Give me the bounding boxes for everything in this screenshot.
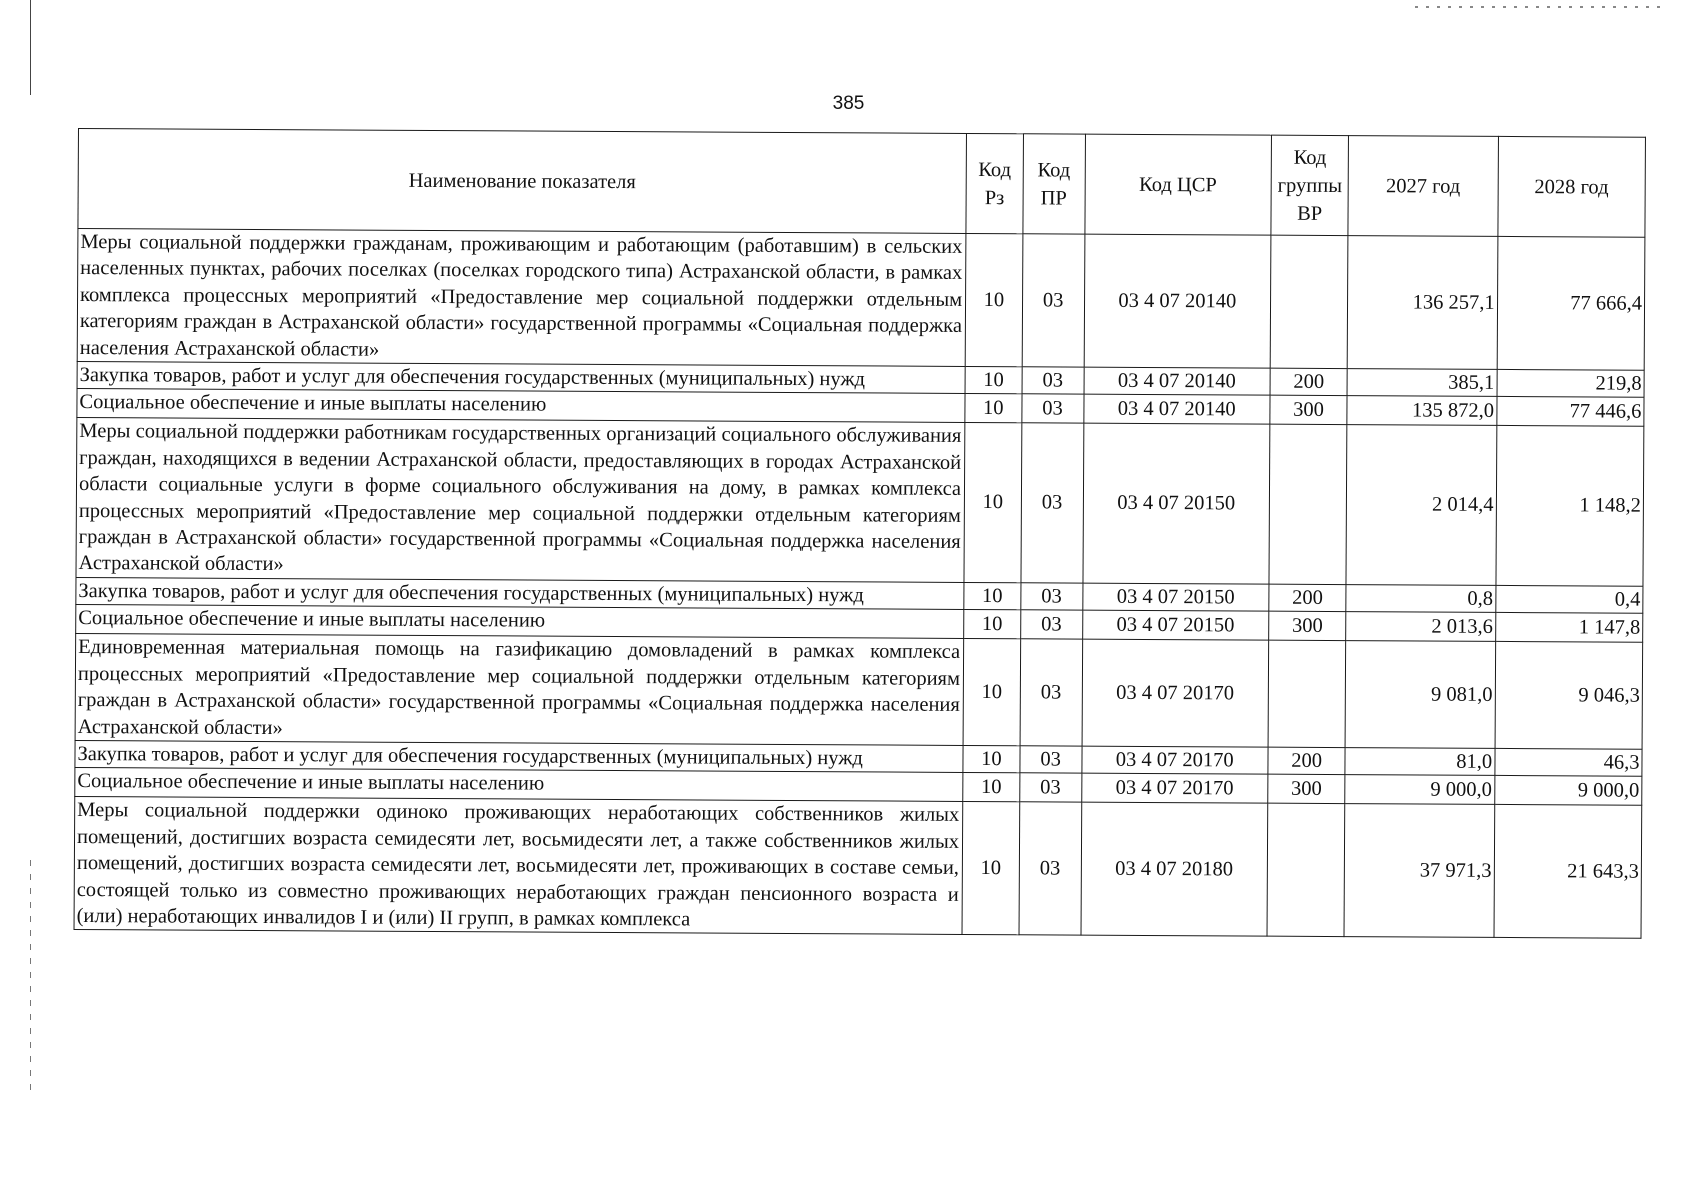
row-csr: 03 4 07 20170	[1081, 773, 1268, 803]
row-csr: 03 4 07 20150	[1082, 610, 1269, 640]
row-csr: 03 4 07 20140	[1083, 395, 1270, 425]
header-csr: Код ЦСР	[1084, 134, 1271, 235]
row-2028: 46,3	[1495, 748, 1643, 776]
row-csr: 03 4 07 20140	[1084, 367, 1271, 395]
row-2027: 2 013,6	[1346, 612, 1496, 642]
row-rz: 10	[962, 802, 1019, 935]
row-2027: 9 000,0	[1345, 775, 1495, 805]
row-vr: 200	[1270, 368, 1347, 396]
row-csr: 03 4 07 20170	[1082, 639, 1269, 747]
row-2028: 1 147,8	[1495, 613, 1643, 643]
row-rz: 10	[965, 394, 1022, 423]
row-2027: 0,8	[1346, 584, 1496, 612]
table-row	[77, 229, 1645, 371]
row-name: Меры социальной поддержки одиноко проживающих неработающих собственников жилых помещений, достигших возраста семидесяти лет, восьмидесяти лет, а также собственников жилых помещений, достигших возраста семидесяти лет, восьмидесяти лет, проживающих в составе семьи, состоящей только из совместно проживающих неработающих граждан пенсионного возраста и (или) неработающих инвалидов I и (или) II групп, в рамках комплекса	[74, 797, 963, 935]
row-vr	[1270, 235, 1348, 368]
row-pr: 03	[1020, 610, 1082, 639]
header-name: Наименование показателя	[78, 129, 967, 234]
row-2027: 9 081,0	[1345, 641, 1495, 748]
row-rz: 10	[963, 639, 1020, 746]
row-pr: 03	[1020, 746, 1082, 774]
scan-edge-dashes	[30, 860, 31, 1090]
row-name: Единовременная материальная помощь на газификацию домовладений в рамках комплекса процессных мероприятий «Предоставление мер социальной поддержки отдельным категориям граждан в Астраханской области» государственной программы «Социальная поддержка населения Астраханской области»	[75, 634, 964, 746]
header-2027: 2027 год	[1348, 136, 1498, 237]
row-rz: 10	[964, 423, 1022, 583]
row-vr: 200	[1268, 747, 1345, 775]
row-pr: 03	[1022, 234, 1085, 367]
row-rz: 10	[965, 233, 1022, 366]
scan-edge-dots	[1415, 6, 1660, 8]
row-2028: 219,8	[1497, 369, 1645, 397]
row-pr: 03	[1022, 367, 1084, 395]
row-csr: 03 4 07 20150	[1082, 583, 1269, 611]
header-2028: 2028 год	[1498, 136, 1646, 237]
row-2027: 136 257,1	[1347, 236, 1497, 370]
header-vr: Код группы ВР	[1271, 135, 1349, 235]
row-2027: 2 014,4	[1346, 425, 1496, 585]
row-name: Социальное обеспечение и иные выплаты населению	[75, 768, 963, 802]
row-csr: 03 4 07 20150	[1083, 424, 1270, 584]
row-name: Закупка товаров, работ и услуг для обеспечения государственных (муниципальных) нужд	[77, 362, 965, 394]
table-row	[75, 634, 1643, 749]
row-vr	[1269, 425, 1347, 585]
row-2027: 81,0	[1345, 747, 1495, 775]
budget-table	[74, 128, 1646, 939]
row-rz: 10	[965, 366, 1022, 394]
row-vr	[1267, 803, 1345, 936]
row-csr: 03 4 07 20170	[1081, 746, 1268, 774]
row-pr: 03	[1019, 802, 1082, 935]
row-name: Социальное обеспечение и иные выплаты населению	[76, 605, 964, 639]
row-csr: 03 4 07 20180	[1081, 802, 1268, 936]
row-rz: 10	[963, 745, 1020, 773]
row-2028: 1 148,2	[1496, 426, 1644, 586]
row-2028: 21 643,3	[1494, 805, 1642, 939]
row-pr: 03	[1022, 394, 1084, 423]
row-name: Меры социальной поддержки работникам государственных организаций социального обслуживания граждан, находящихся в ведении Астраханской области, предоставляющих в городах Астраханской области социальные услуги в форме социального обслуживания на дому, в рамках комплекса процессных мероприятий «Предоставление мер социальной поддержки отдельным категориям граждан в Астраханской области» государственной программы «Социальная поддержка населения Астраханской области»	[76, 418, 965, 582]
row-2028: 0,4	[1495, 585, 1643, 613]
row-2028: 77 666,4	[1497, 236, 1645, 370]
row-vr: 300	[1269, 611, 1346, 640]
row-vr	[1268, 640, 1346, 747]
table-row	[76, 418, 1644, 586]
row-name: Закупка товаров, работ и услуг для обеспечения государственных (муниципальных) нужд	[76, 577, 964, 609]
header-rz: Код Рз	[966, 133, 1023, 233]
scan-edge-line	[30, 0, 31, 95]
row-name: Меры социальной поддержки гражданам, проживающим и работающим (работавшим) в сельских населенных пунктах, рабочих поселках (поселках городского типа) Астраханской области, в рамках комплекса процессных мероприятий «Предоставление мер социальной поддержки отдельным категориям граждан в Астраханской области» государственной программы «Социальная поддержка населения Астраханской области»	[77, 229, 966, 367]
row-2027: 37 971,3	[1344, 804, 1494, 938]
header-pr: Код ПР	[1023, 134, 1085, 234]
row-rz: 10	[963, 773, 1020, 802]
row-2027: 385,1	[1347, 369, 1497, 397]
row-rz: 10	[964, 610, 1021, 639]
table-header-row	[78, 129, 1646, 238]
row-2028: 9 000,0	[1494, 776, 1642, 806]
row-2028: 77 446,6	[1496, 397, 1644, 427]
row-name: Социальное обеспечение и иные выплаты населению	[77, 389, 965, 423]
row-pr: 03	[1021, 423, 1084, 583]
row-vr: 200	[1269, 584, 1346, 612]
row-2028: 9 046,3	[1495, 642, 1643, 749]
row-pr: 03	[1020, 639, 1082, 746]
row-vr: 300	[1268, 774, 1345, 803]
row-pr: 03	[1021, 583, 1083, 611]
row-vr: 300	[1270, 396, 1347, 425]
table-row	[74, 797, 1642, 939]
page-number: 385	[832, 93, 865, 114]
row-2027: 135 872,0	[1347, 396, 1497, 426]
row-csr: 03 4 07 20140	[1084, 234, 1271, 368]
row-pr: 03	[1019, 773, 1081, 802]
row-name: Закупка товаров, работ и услуг для обеспечения государственных (муниципальных) нужд	[75, 740, 963, 772]
row-rz: 10	[964, 582, 1021, 610]
